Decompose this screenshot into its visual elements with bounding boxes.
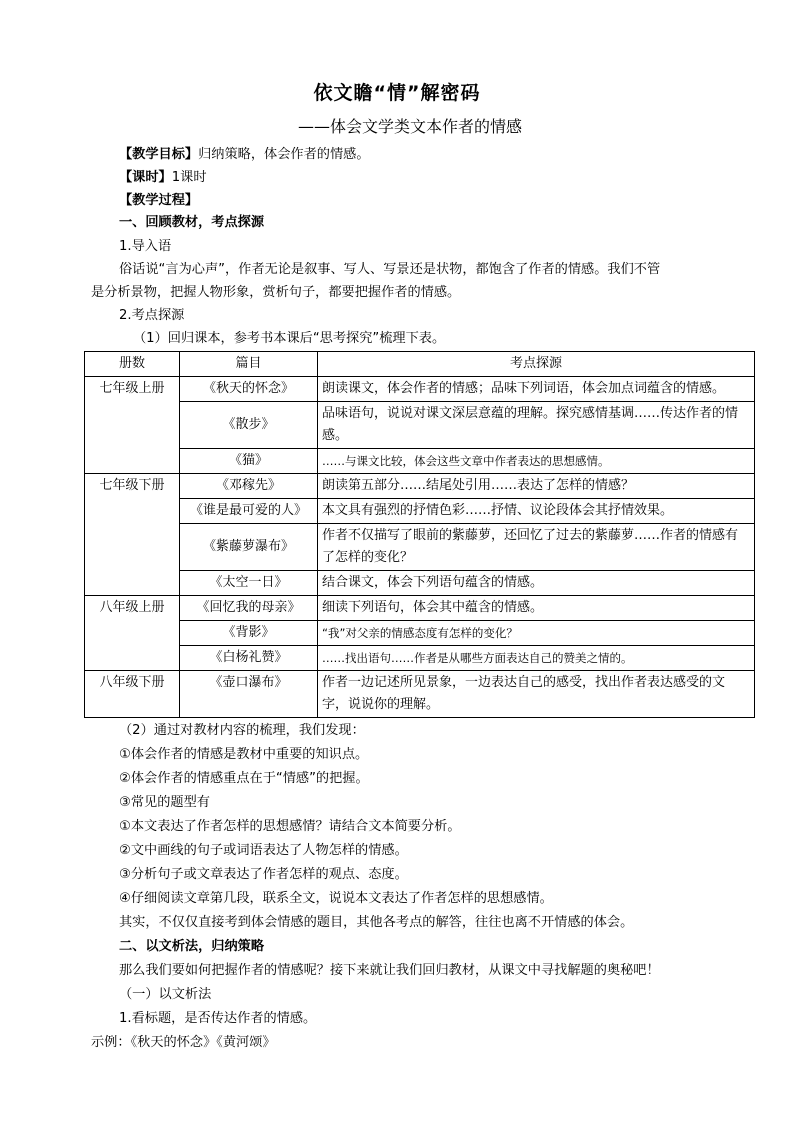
work-cell: 《白杨礼赞》 bbox=[180, 646, 318, 671]
table-header: 篇目 bbox=[180, 352, 318, 377]
work-cell: 《邓稼先》 bbox=[180, 474, 318, 499]
point-cell: “我”对父亲的情感态度有怎样的变化？ bbox=[318, 621, 755, 646]
point-cell: 作者一边记述所见景象，一边表达自己的感受，找出作者表达感受的文字，说说你的理解。 bbox=[318, 671, 755, 718]
period-label: 【课时】 bbox=[119, 170, 172, 185]
section1-item2: 2.考点探源 bbox=[119, 308, 185, 323]
point-cell: 细读下列语句，体会其中蕴含的情感。 bbox=[318, 596, 755, 621]
work-cell: 《谁是最可爱的人》 bbox=[180, 499, 318, 524]
table-header: 考点探源 bbox=[318, 352, 755, 377]
grade-cell: 七年级下册 bbox=[85, 474, 180, 596]
section2-item1: 1.看标题，是否传达作者的情感。 bbox=[119, 1011, 317, 1026]
point-cell: ……找出语句……作者是从哪些方面表达自己的赞美之情的。 bbox=[318, 646, 755, 671]
table-row bbox=[85, 474, 755, 499]
table-row bbox=[85, 646, 755, 671]
table-row bbox=[85, 524, 755, 571]
table-row bbox=[85, 571, 755, 596]
table-row bbox=[85, 621, 755, 646]
section1-item2a: （1）回归课本，参考书本课后“思考探究”梳理下表。 bbox=[133, 331, 446, 346]
work-cell: 《壶口瀑布》 bbox=[180, 671, 318, 718]
table-row bbox=[85, 449, 755, 474]
goal-text: 归纳策略，体会作者的情感。 bbox=[198, 147, 370, 162]
section2-example: 示例：《秋天的怀念》《黄河颂》 bbox=[91, 1035, 276, 1050]
point-cell: 作者不仅描写了眼前的紫藤萝，还回忆了过去的紫藤萝……作者的情感有了怎样的变化？ bbox=[318, 524, 755, 571]
page-subtitle: ——体会文学类文本作者的情感 bbox=[298, 117, 523, 136]
work-cell: 《猫》 bbox=[180, 449, 318, 474]
section1-para1b: 是分析景物，把握人物形象，赏析句子，都要把握作者的情感。 bbox=[91, 285, 461, 300]
finding-item: ③常见的题型有 bbox=[119, 795, 210, 810]
question-type: ④仔细阅读文章第几段，联系全文，说说本文表达了作者怎样的思想感情。 bbox=[119, 891, 553, 906]
point-cell: 朗读第五部分……结尾处引用……表达了怎样的情感？ bbox=[318, 474, 755, 499]
work-cell: 《回忆我的母亲》 bbox=[180, 596, 318, 621]
point-cell: 朗读课文，体会作者的情感；品味下列词语，体会加点词蕴含的情感。 bbox=[318, 377, 755, 402]
table-row bbox=[85, 377, 755, 402]
goal-label: 【教学目标】 bbox=[119, 147, 199, 162]
section1-para1: 俗话说“言为心声”，作者无论是叙事、写人、写景还是状物，都饱含了作者的情感。我们不管 bbox=[119, 262, 661, 277]
table-row bbox=[85, 596, 755, 621]
question-type: ②文中画线的句子或词语表达了人物怎样的情感。 bbox=[119, 843, 408, 858]
table-header-row bbox=[85, 352, 755, 377]
page-title: 依文瞻“情”解密码 bbox=[313, 82, 481, 104]
section2-para: 那么我们要如何把握作者的情感呢？接下来就让我们回归教材，从课文中寻找解题的奥秘吧！ bbox=[119, 963, 660, 978]
point-cell: ……与课文比较，体会这些文章中作者表达的思想感情。 bbox=[318, 449, 755, 474]
finding-item: ①体会作者的情感是教材中重要的知识点。 bbox=[119, 747, 369, 762]
work-cell: 《秋天的怀念》 bbox=[180, 377, 318, 402]
section2-heading: 二、以文析法，归纳策略 bbox=[119, 939, 265, 954]
point-cell: 品味语句，说说对课文深层意蕴的理解。探究感情基调……传达作者的情感。 bbox=[318, 402, 755, 449]
table-header: 册数 bbox=[85, 352, 180, 377]
findings-summary: 其实，不仅仅直接考到体会情感的题目，其他各考点的解答，往往也离不开情感的体会。 bbox=[119, 915, 634, 930]
table-row bbox=[85, 402, 755, 449]
point-cell: 结合课文，体会下列语句蕴含的情感。 bbox=[318, 571, 755, 596]
table-row bbox=[85, 499, 755, 524]
work-cell: 《背影》 bbox=[180, 621, 318, 646]
section2-sub: （一）以文析法 bbox=[119, 987, 212, 1002]
grade-cell: 七年级上册 bbox=[85, 377, 180, 474]
process-label: 【教学过程】 bbox=[119, 193, 199, 208]
work-cell: 《紫藤萝瀑布》 bbox=[180, 524, 318, 571]
section1-heading: 一、回顾教材，考点探源 bbox=[119, 215, 265, 230]
grade-cell: 八年级上册 bbox=[85, 596, 180, 671]
point-cell: 本文具有强烈的抒情色彩……抒情、议论段体会其抒情效果。 bbox=[318, 499, 755, 524]
findings-intro: （2）通过对教材内容的梳理，我们发现： bbox=[119, 723, 365, 738]
work-cell: 《太空一日》 bbox=[180, 571, 318, 596]
question-type: ①本文表达了作者怎样的思想感情？请结合文本简要分析。 bbox=[119, 819, 461, 834]
question-type: ③分析句子或文章表达了作者怎样的观点、态度。 bbox=[119, 867, 408, 882]
exam-source-table bbox=[84, 351, 755, 718]
section1-item1: 1.导入语 bbox=[119, 239, 172, 254]
teaching-goal bbox=[119, 146, 370, 164]
period-text: 1课时 bbox=[171, 170, 207, 185]
table-row bbox=[85, 671, 755, 718]
work-cell: 《散步》 bbox=[180, 402, 318, 449]
grade-cell: 八年级下册 bbox=[85, 671, 180, 718]
finding-item: ②体会作者的情感重点在于“情感”的把握。 bbox=[119, 771, 369, 786]
class-period bbox=[119, 169, 207, 187]
